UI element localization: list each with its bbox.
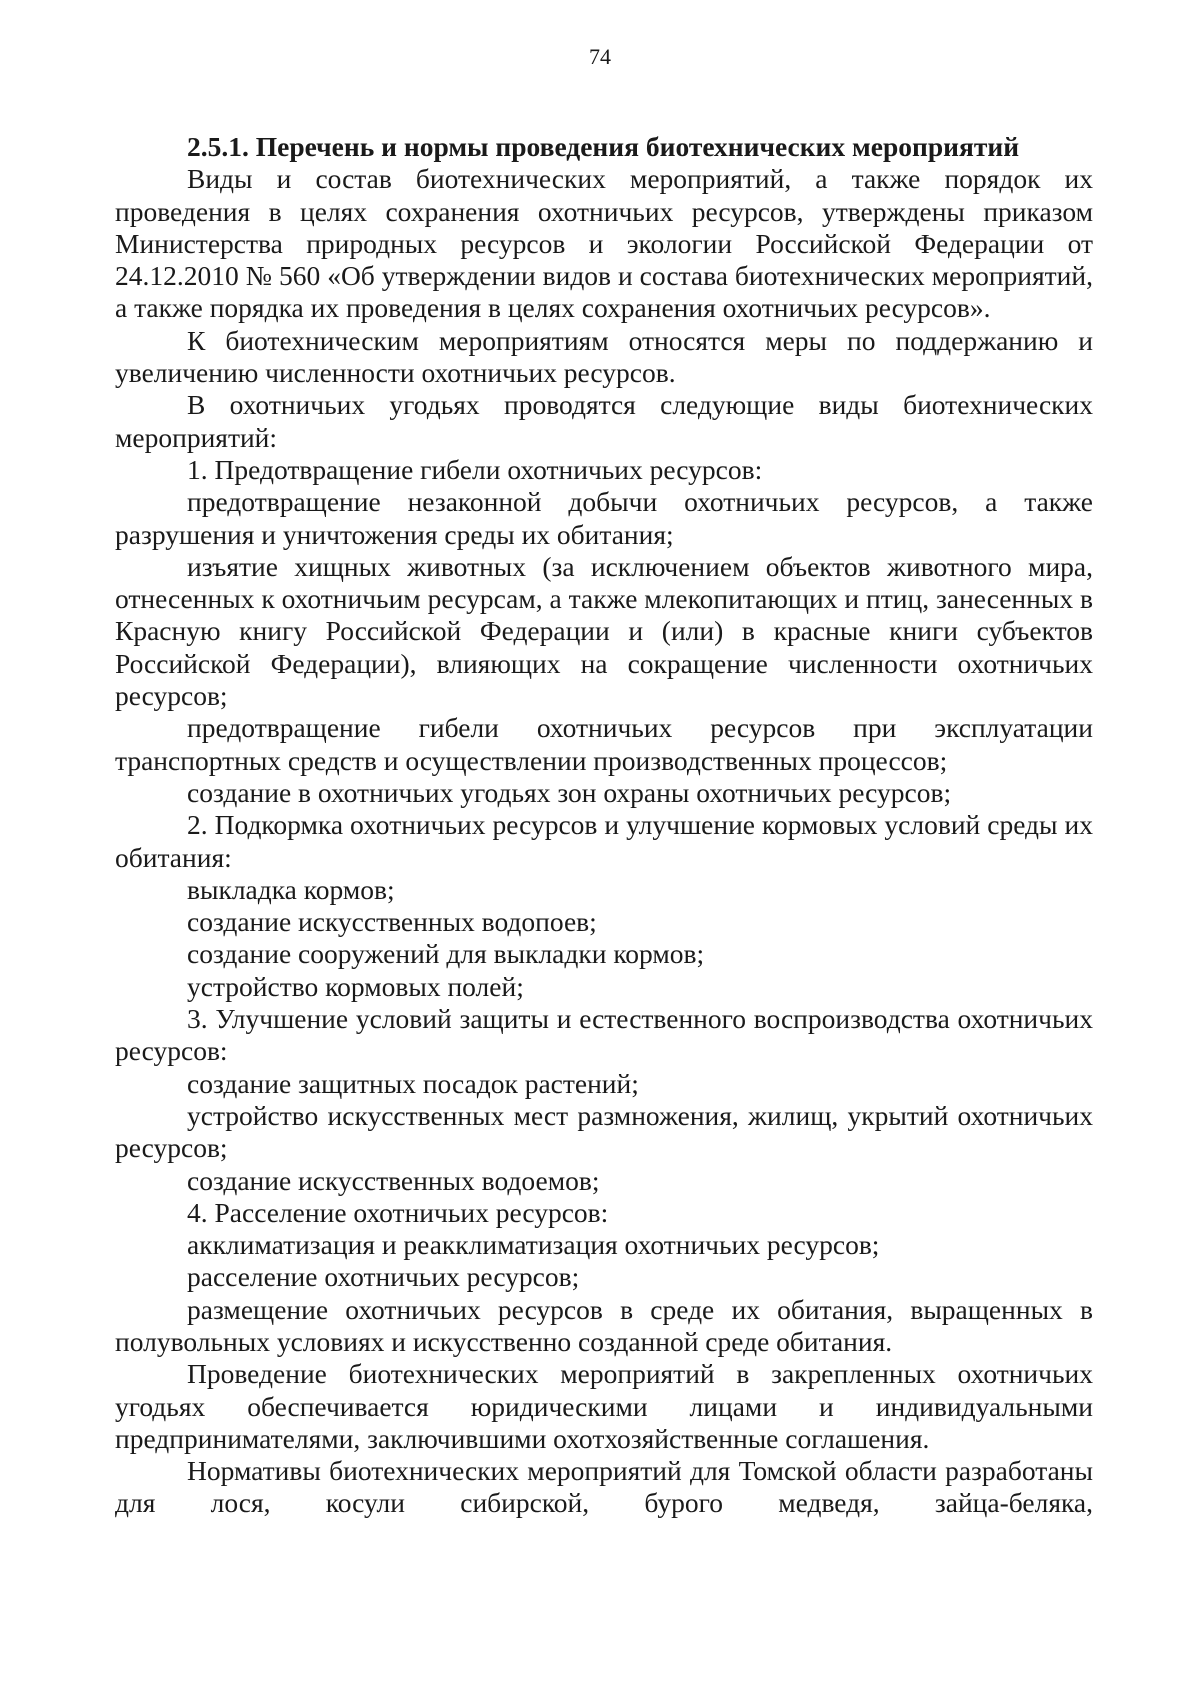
list-item: акклиматизация и реакклиматизация охотничьих ресурсов; xyxy=(187,1229,880,1261)
list-item: предотвращение незаконной добычи охотничьих ресурсов, а также разрушения и уничтожения среды их обитания; xyxy=(115,486,1093,550)
list-item: расселение охотничьих ресурсов; xyxy=(187,1261,580,1293)
list-item: создание в охотничьих угодьях зон охраны охотничьих ресурсов; xyxy=(187,776,952,808)
list-item: создание защитных посадок растений; xyxy=(187,1067,639,1099)
list-item: 2. Подкормка охотничьих ресурсов и улучшение кормовых условий среды их обитания: xyxy=(115,809,1093,873)
list-item: размещение охотничьих ресурсов в среде их обитания, выращенных в полувольных условиях и искусственно созданной среде обитания. xyxy=(115,1293,1093,1357)
page-body xyxy=(115,131,1093,1520)
list-item: устройство искусственных мест размножения, жилищ, укрытий охотничьих ресурсов; xyxy=(115,1099,1093,1164)
list-item: предотвращение гибели охотничьих ресурсов при эксплуатации транспортных средств и осуществлении производственных процессов; xyxy=(115,712,1093,776)
paragraph: Проведение биотехнических мероприятий в закрепленных охотничьих угодьях обеспечивается юридическими лицами и индивидуальными предпринимателями, заключившими охотхозяйственные соглашения. xyxy=(115,1358,1093,1454)
paragraph: Виды и состав биотехнических мероприятий, а также порядок их проведения в целях сохранения охотничьих ресурсов, утверждены приказом Министерства природных ресурсов и экологии Российской Федерации от 24.12.2010 № 560 «Об утверждении видов и состава биотехнических мероприятий, а также порядка их проведения в целях сохранения охотничьих ресурсов». xyxy=(115,163,1093,324)
list-item: 4. Расселение охотничьих ресурсов: xyxy=(187,1196,609,1228)
list-item: изъятие хищных животных (за исключением объектов животного мира, отнесенных к охотничьим ресурсам, а также млекопитающих и птиц, занесенных в Красную книгу Российской Федерации и (или) в красные книги субъектов Российской Федерации), влияющих на сокращение численности охотничьих ресурсов; xyxy=(115,550,1093,712)
list-item: создание искусственных водопоев; xyxy=(187,906,597,938)
paragraph: К биотехническим мероприятиям относятся меры по поддержанию и увеличению численности охотничьих ресурсов. xyxy=(115,324,1093,389)
list-item: 1. Предотвращение гибели охотничьих ресурсов: xyxy=(187,453,763,485)
list-item: устройство кормовых полей; xyxy=(187,970,524,1002)
list-item: 3. Улучшение условий защиты и естественного воспроизводства охотничьих ресурсов: xyxy=(115,1003,1093,1067)
list-item: создание искусственных водоемов; xyxy=(187,1164,600,1196)
paragraph: В охотничьих угодьях проводятся следующие виды биотехнических мероприятий: xyxy=(115,389,1093,453)
list-item: выкладка кормов; xyxy=(187,873,395,905)
list-item: создание сооружений для выкладки кормов; xyxy=(187,938,705,970)
page-number: 74 xyxy=(589,44,611,69)
section-heading: 2.5.1. Перечень и нормы проведения биотехнических мероприятий xyxy=(187,131,1020,162)
paragraph: Нормативы биотехнических мероприятий для Томской области разработаны для лося, косули сибирской, бурого медведя, зайца-беляка, xyxy=(115,1455,1093,1519)
